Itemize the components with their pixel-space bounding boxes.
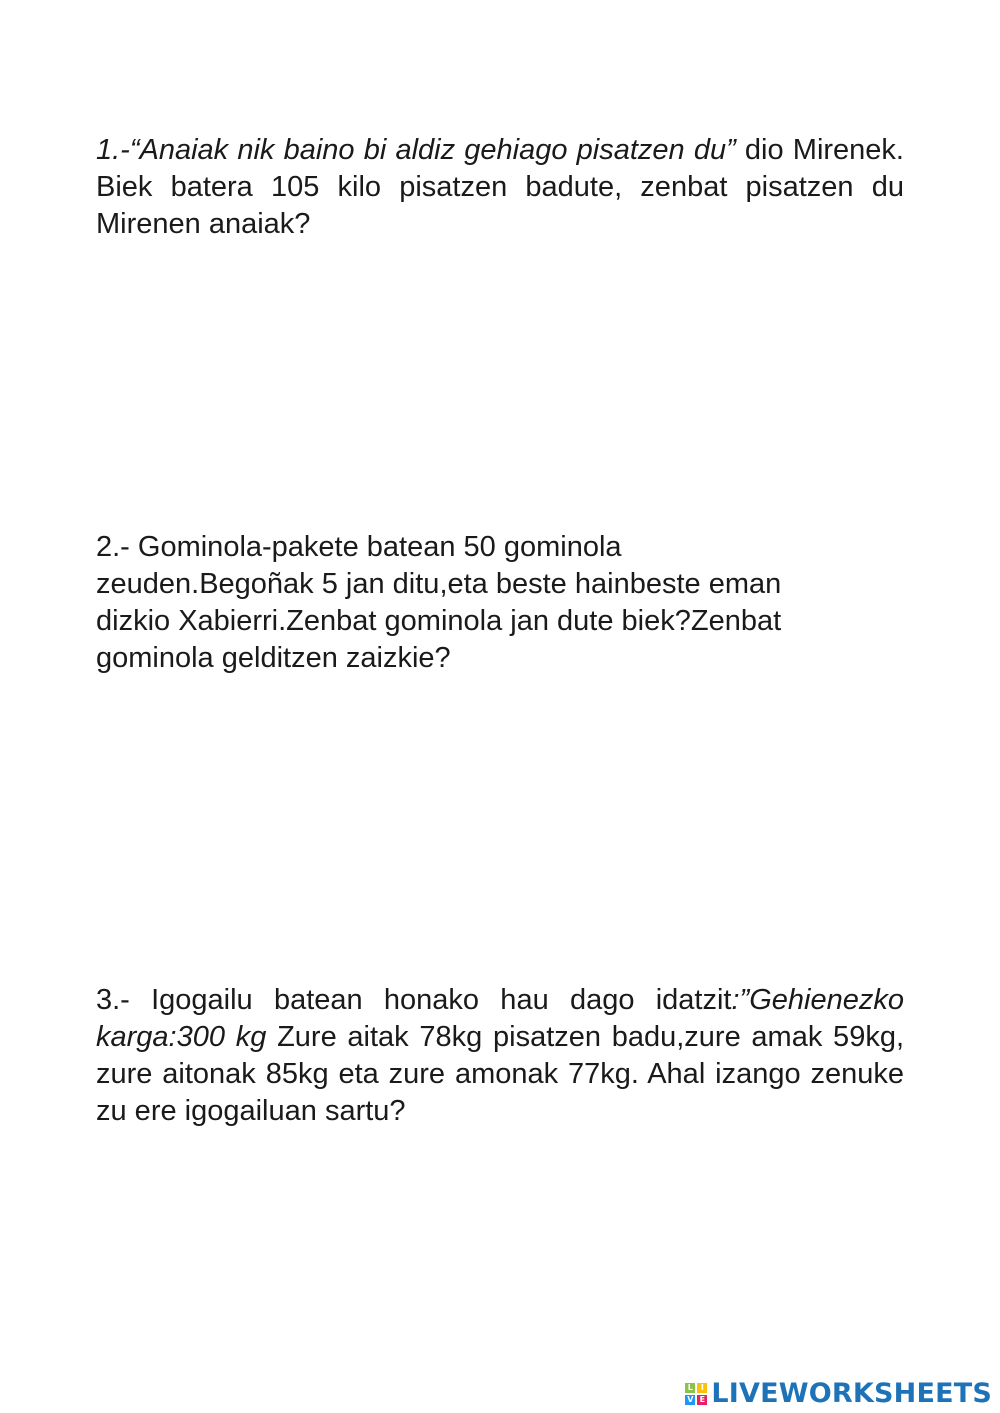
problem-1: [96, 132, 904, 243]
problem-3-text: Zure aitak 78kg pisatzen badu,zure amak 59kg, zure aitonak 85kg eta zure amonak 77kg. Ahal izango zenuke zu ere igogailuan sartu?: [96, 1021, 905, 1127]
liveworksheets-logo-text: LIVEWORKSHEETS: [711, 1378, 992, 1409]
problem-2: [96, 529, 904, 677]
problem-3-sign-text: :”Gehienezko karga:300 kg: [96, 984, 904, 1053]
problem-3: [96, 982, 904, 1130]
problem-1-quote: 1.-“Anaiak nik baino bi aldiz gehiago pisatzen du”: [96, 134, 736, 166]
liveworksheets-logo: [685, 1379, 992, 1409]
problem-2-line: 2.- Gominola-pakete batean 50 gominola: [96, 531, 622, 563]
logo-letter: V: [687, 1395, 694, 1404]
logo-letter: L: [685, 1383, 695, 1393]
logo-letter: E: [697, 1395, 707, 1405]
problem-1-text: dio Mirenek. Biek batera 105 kilo pisatzen badute, zenbat pisatzen du Mirenen anaiak?: [96, 134, 904, 240]
problem-2-line: zeuden.Begoñak 5 jan ditu,eta beste hainbeste eman: [96, 568, 782, 600]
problem-2-line: gominola gelditzen zaizkie?: [96, 642, 451, 674]
liveworksheets-logo-icon: [685, 1383, 707, 1405]
problem-3-lead: 3.- Igogailu batean honako hau dago idatzit: [96, 984, 732, 1016]
logo-letter: I: [697, 1383, 707, 1393]
problem-2-line: dizkio Xabierri.Zenbat gominola jan dute biek?Zenbat: [96, 605, 782, 637]
